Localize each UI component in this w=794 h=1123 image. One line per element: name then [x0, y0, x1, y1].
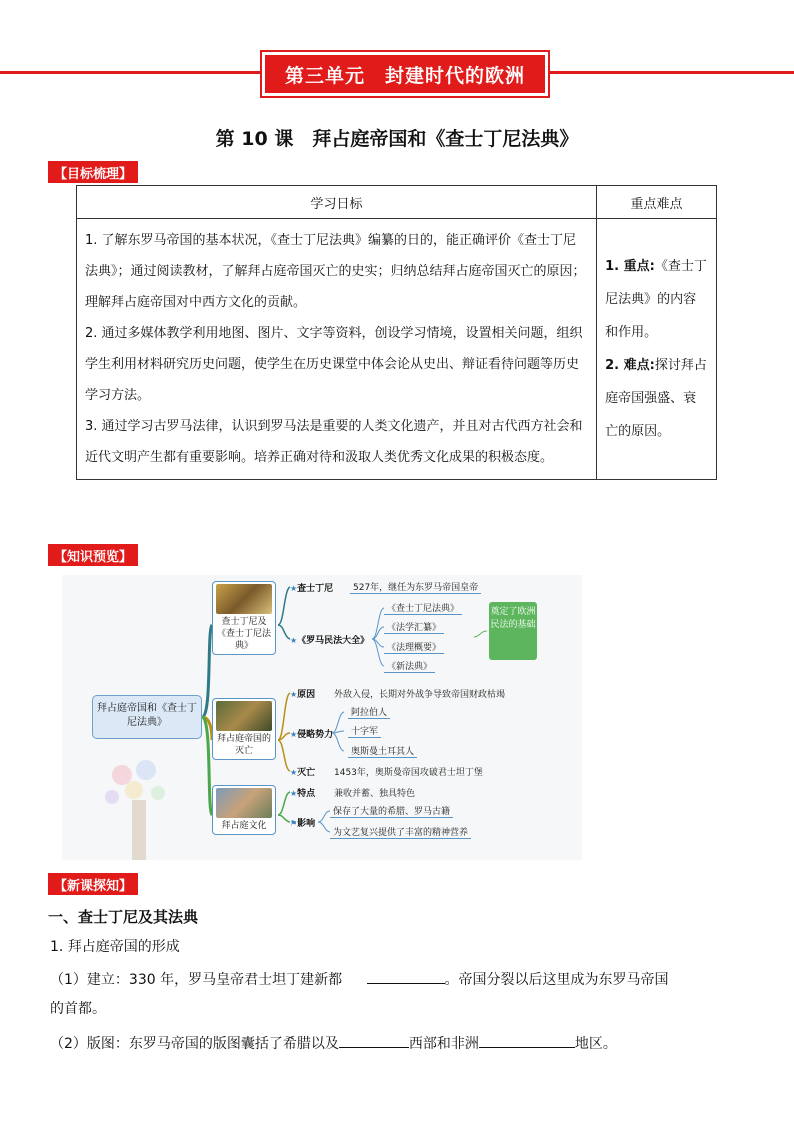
text-fall: 1453年，奥斯曼帝国攻破君士坦丁堡 [334, 768, 483, 778]
section-tag-objectives: 【目标梳理】 [48, 161, 138, 183]
blank-region-1[interactable] [339, 1032, 409, 1048]
difficult-label: 2. 难点: [605, 358, 655, 373]
topic-label: 拜占庭帝国的灭亡 [216, 734, 271, 756]
blank-new-capital[interactable] [367, 968, 445, 984]
section-tag-preview: 【知识预览】 [48, 544, 138, 566]
label-features: ★特点 [290, 789, 316, 799]
section-tag-explore: 【新课探知】 [48, 873, 138, 895]
paragraph-founding-cont: 的首都。 [50, 1001, 106, 1017]
mind-map-root: 拜占庭帝国和《查士丁尼法典》 [92, 695, 202, 739]
topic-label: 拜占庭文化 [221, 821, 267, 831]
territory-text-c: 地区。 [574, 1036, 617, 1052]
siege-painting-image [216, 701, 272, 731]
key-points-cell [597, 219, 717, 480]
subheading: 1. 拜占庭帝国的形成 [50, 939, 180, 955]
law-result: 奠定了欧洲民法的基础 [489, 602, 537, 660]
influence-item: 为文艺复兴提供了丰富的精神营养 [330, 825, 471, 839]
text-features: 兼收并蓄、独具特色 [334, 789, 416, 799]
label-influence: ⚑影响 [290, 819, 316, 829]
law-item: 《新法典》 [384, 659, 435, 673]
paragraph-founding [50, 968, 760, 990]
objective-item: 1. 了解东罗马帝国的基本状况，《查士丁尼法典》编纂的日的，能正确评价《查士丁尼法典》；通过阅读教材，了解拜占庭帝国灭亡的史实；归纳总结拜占庭帝国灭亡的原因；理解拜占庭帝国对中西方文化的贡献。 [85, 233, 586, 310]
difficult-text: 探讨拜占庭帝国强盛、衰亡的原因。 [605, 358, 707, 439]
invader-item: 十字军 [348, 724, 381, 738]
label-justinian: ★查士丁尼 [290, 584, 334, 594]
text-justinian: 527年，继任为东罗马帝国皇帝 [350, 580, 481, 594]
mind-map-topic-culture [212, 785, 276, 835]
law-item: 《查士丁尼法典》 [384, 601, 462, 615]
objectives-table [76, 185, 717, 480]
invader-item: 阿拉伯人 [348, 705, 390, 719]
unit-title: 第三单元 封建时代的欧洲 [262, 52, 548, 96]
mosaic-image [216, 584, 272, 614]
objectives-header: 学习日标 [77, 186, 597, 219]
label-fall: ★灭亡 [290, 768, 316, 778]
key-label: 1. 重点: [605, 259, 655, 274]
objectives-cell [77, 219, 597, 480]
text-cause: 外敌入侵，长期对外战争导致帝国财政枯竭 [334, 690, 506, 700]
key-text: 《查士丁尼法典》的内容和作用。 [605, 259, 707, 340]
key-points-header: 重点难点 [597, 186, 717, 219]
territory-text-a: （2）版图：东罗马帝国的版图囊括了希腊以及 [50, 1036, 339, 1052]
topic-label: 查士丁尼及《查士丁尼法典》 [216, 617, 271, 651]
territory-text-b: 西部和非洲 [408, 1036, 479, 1052]
founding-text-a: （1）建立：330 年，罗马皇帝君士坦丁建新都 [50, 972, 343, 988]
law-item: 《法理概要》 [384, 640, 444, 654]
invader-item: 奥斯曼土耳其人 [348, 744, 417, 758]
blank-region-2[interactable] [479, 1032, 575, 1048]
influence-item: 保存了大量的希腊、罗马古籍 [330, 804, 453, 818]
label-civil-law: ★《罗马民法大全》 [290, 636, 370, 646]
hagia-sophia-image [216, 788, 272, 818]
mind-map-topic-fall [212, 698, 276, 760]
founding-text-b: 。帝国分裂以后这里成为东罗马帝国 [444, 972, 669, 988]
section-heading: 一、查士丁尼及其法典 [48, 908, 199, 926]
mind-map [62, 575, 582, 860]
law-item: 《法学汇纂》 [384, 620, 444, 634]
paragraph-territory [50, 1032, 760, 1054]
label-invaders: ★侵略势力 [290, 730, 334, 740]
mind-map-topic-justinian [212, 581, 276, 655]
objective-item: 2. 通过多媒体教学利用地图、图片、文字等资料，创设学习情境，设置相关问题，组织学生利用材料研究历史问题，使学生在历史课堂中体会论从史出、辩证看待问题等历史学习方法。 [85, 326, 583, 403]
lesson-title: 第 10 课 拜占庭帝国和《查士丁尼法典》 [215, 128, 579, 150]
objective-item: 3. 通过学习古罗马法律，认识到罗马法是重要的人类文化遗产，并且对古代西方社会和近代文明产生都有重要影响。培养正确对待和汲取人类优秀文化成果的积极态度。 [85, 419, 583, 465]
label-cause: ★原因 [290, 690, 316, 700]
